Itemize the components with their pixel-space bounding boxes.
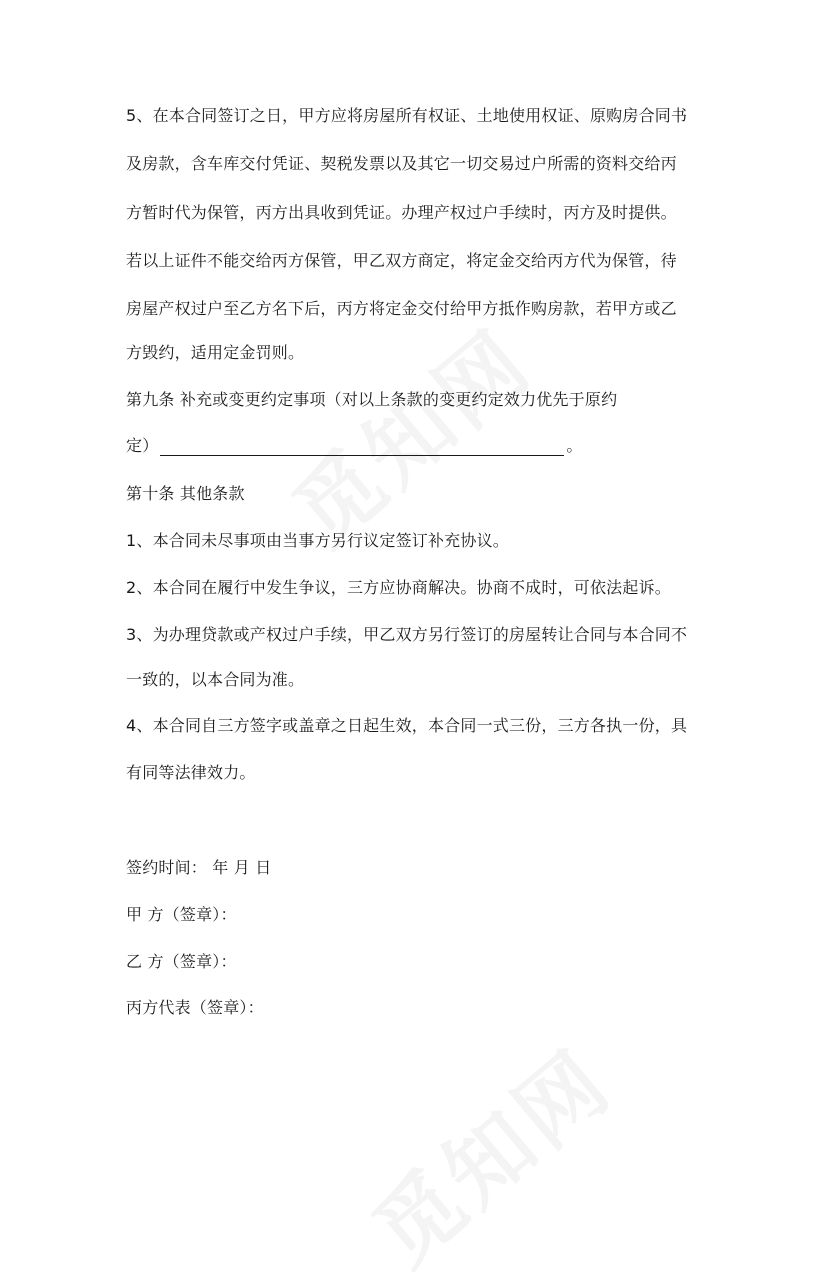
party-a-signature: 甲 方（签章）： [126,905,237,924]
clause10-item4-line2: 有同等法律效力。 [126,763,256,782]
clause9-end: 。 [566,436,583,455]
clause10-item4-line1: 4、本合同自三方签字或盖章之日起生效，本合同一式三份，三方各执一份，具 [126,716,688,735]
party-b-signature: 乙 方（签章）： [126,952,237,971]
clause9-blank [160,439,564,456]
clause9-title: 第九条 补充或变更约定事项（对以上条款的变更约定效力优先于原约 [126,390,618,409]
clause8-item5-line4: 若以上证件不能交给丙方保管，甲乙双方商定，将定金交给丙方代为保管，待 [126,251,677,270]
clause8-item5-line6: 方毁约，适用定金罚则。 [126,343,305,362]
signing-date: 签约时间： 年 月 日 [126,858,272,877]
clause10-item3-line1: 3、为办理贷款或产权过户手续，甲乙双方另行签订的房屋转让合同与本合同不 [126,625,688,644]
clause8-item5-line3: 方暂时代为保管，丙方出具收到凭证。办理产权过户手续时，丙方及时提供。 [126,203,677,222]
clause8-item5-line1: 5、在本合同签订之日，甲方应将房屋所有权证、土地使用权证、原购房合同书 [126,106,688,125]
party-c-signature: 丙方代表（签章）： [126,998,264,1017]
clause8-item5-line5: 房屋产权过户至乙方名下后，丙方将定金交付给甲方抵作购房款，若甲方或乙 [126,299,677,318]
clause10-item1: 1、本合同未尽事项由当事方另行议定签订补充协议。 [126,531,509,550]
clause10-title: 第十条 其他条款 [126,484,245,503]
clause8-item5-line2: 及房款，含车库交付凭证、契税发票以及其它一切交易过户所需的资料交给丙 [126,154,677,173]
clause10-item2: 2、本合同在履行中发生争议，三方应协商解决。协商不成时，可依法起诉。 [126,578,671,597]
clause10-item3-line2: 一致的，以本合同为准。 [126,670,305,689]
clause9-fill-line [126,436,583,456]
watermark-bottom [342,1016,633,1288]
watermark [262,296,553,568]
clause9-cont: 定） [126,436,159,455]
